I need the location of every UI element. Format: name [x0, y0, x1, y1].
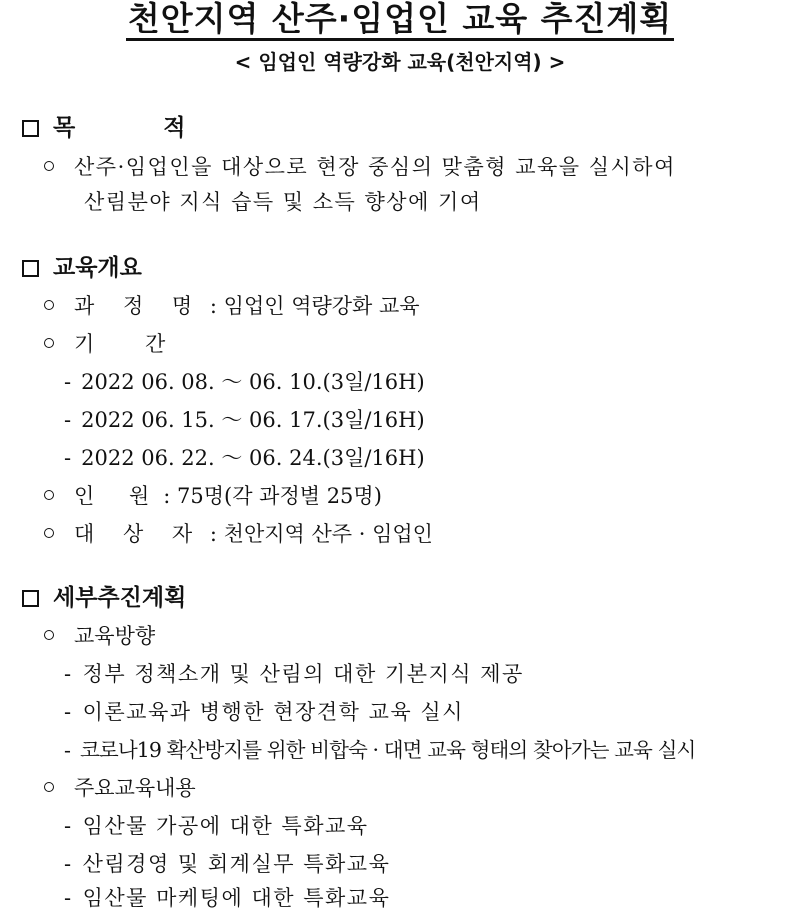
period-label: 기 간 — [74, 332, 188, 356]
section-heading-plan — [22, 584, 186, 612]
content-item-2 — [64, 850, 390, 878]
purpose-item — [44, 153, 676, 181]
target-value: : 천안지역 산주 · 임업인 — [209, 522, 433, 546]
checkbox-square-icon — [22, 120, 39, 137]
overview-heading-text: 교육개요 — [53, 255, 142, 281]
direction-text: 이론교육과 병행한 현장견학 교육 실시 — [82, 700, 464, 724]
headcount-label: 인 원 — [74, 484, 164, 508]
content-item-3 — [64, 884, 390, 912]
direction-item-1 — [64, 660, 524, 688]
circle-bullet-icon — [44, 528, 54, 538]
circle-bullet-icon — [44, 490, 54, 500]
direction-text: 코로나19 확산방지를 위한 비합숙 · 대면 교육 형태의 찾아가는 교육 실시 — [80, 738, 696, 762]
plan-content — [44, 774, 196, 802]
checkbox-square-icon — [22, 260, 39, 277]
content-text: 임산물 마케팅에 대한 특화교육 — [82, 886, 391, 910]
overview-headcount — [44, 482, 382, 510]
dash-bullet-icon: - — [64, 852, 73, 876]
circle-bullet-icon — [44, 782, 54, 792]
overview-period — [44, 330, 187, 358]
overview-target — [44, 520, 433, 548]
period-text: 2022 06. 15. ～ 06. 17.(3일/16H) — [81, 408, 425, 432]
period-text: 2022 06. 08. ～ 06. 10.(3일/16H) — [81, 370, 425, 394]
dash-bullet-icon: - — [64, 662, 73, 686]
document-subtitle: < 임업인 역량강화 교육(천안지역) > — [234, 50, 566, 74]
course-label: 과 정 명 — [74, 294, 204, 318]
purpose-text-line-2: 산림분야 지식 습득 및 소득 향상에 기여 — [84, 190, 482, 214]
content-item-1 — [64, 812, 369, 840]
content-text: 산림경영 및 회계실무 특화교육 — [82, 852, 391, 876]
circle-bullet-icon — [44, 300, 54, 310]
circle-bullet-icon — [44, 161, 54, 171]
period-item-1 — [64, 368, 425, 396]
section-heading-purpose — [22, 114, 225, 142]
purpose-heading-text: 목 적 — [53, 115, 226, 141]
direction-item-3 — [64, 736, 695, 764]
circle-bullet-icon — [44, 630, 54, 640]
plan-direction — [44, 622, 155, 650]
course-value: : 임업인 역량강화 교육 — [209, 294, 420, 318]
document-title — [0, 2, 800, 41]
headcount-value: : 75명(각 과정별 25명) — [163, 484, 382, 508]
period-item-2 — [64, 406, 425, 434]
circle-bullet-icon — [44, 338, 54, 348]
direction-label: 교육방향 — [74, 624, 156, 648]
checkbox-square-icon — [22, 590, 39, 607]
purpose-text-line-1: 산주·임업인을 대상으로 현장 중심의 맞춤형 교육을 실시하여 — [74, 155, 676, 179]
section-heading-overview — [22, 254, 142, 282]
content-label: 주요교육내용 — [74, 776, 196, 800]
overview-course — [44, 292, 420, 320]
title-text: 천안지역 산주·임업인 교육 추진계획 — [126, 2, 674, 41]
direction-item-2 — [64, 698, 464, 726]
dash-bullet-icon: - — [64, 700, 73, 724]
dash-bullet-icon: - — [64, 446, 72, 470]
dash-bullet-icon: - — [64, 408, 72, 432]
dash-bullet-icon: - — [64, 886, 73, 910]
period-text: 2022 06. 22. ～ 06. 24.(3일/16H) — [81, 446, 425, 470]
dash-bullet-icon: - — [64, 814, 73, 838]
period-item-3 — [64, 444, 425, 472]
dash-bullet-icon: - — [64, 738, 71, 762]
plan-heading-text: 세부추진계획 — [53, 585, 187, 611]
content-text: 임산물 가공에 대한 특화교육 — [82, 814, 369, 838]
target-label: 대 상 자 — [74, 522, 204, 546]
dash-bullet-icon: - — [64, 370, 72, 394]
direction-text: 정부 정책소개 및 산림의 대한 기본지식 제공 — [82, 662, 524, 686]
